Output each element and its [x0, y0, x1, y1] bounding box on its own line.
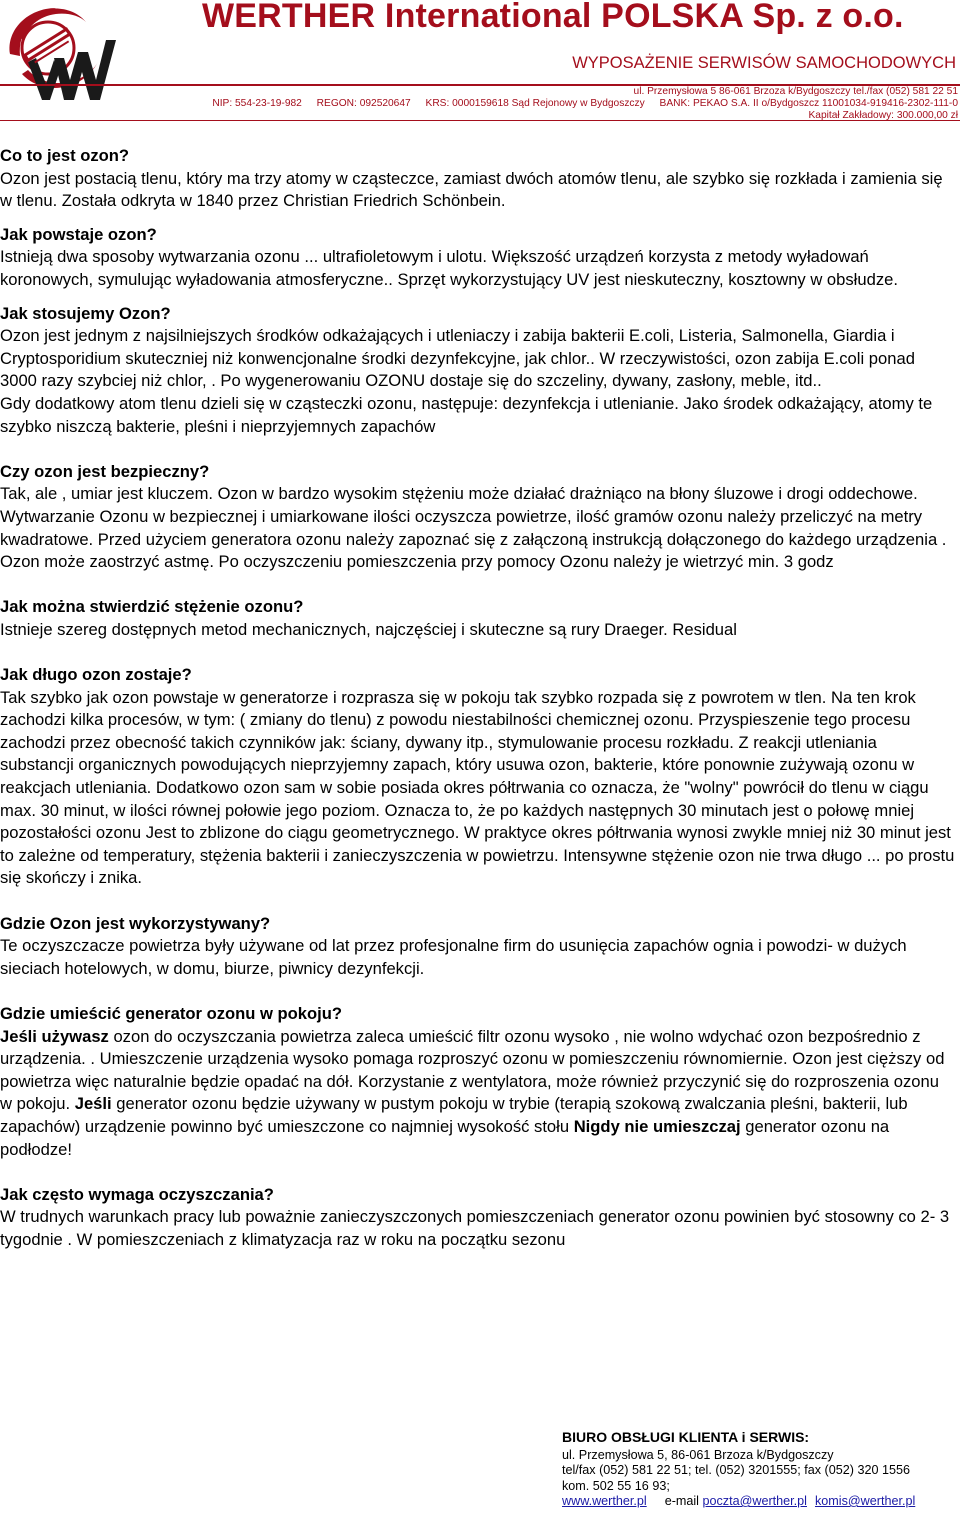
section-paragraph: Istnieje szereg dostępnych metod mechanicznych, najczęściej i skuteczne są rury Draeger. Residual [0, 619, 737, 639]
section-paragraph: Te oczyszczacze powietrza były używane od lat przez profesjonalne firm do usunięcia zapachów ognia i powodzi- w dużych sieciach hotelowych, w domu, biurze, piwnicy dezynfekcji. [0, 936, 907, 978]
footer-contact [562, 1430, 960, 1510]
werther-international-logo [2, 0, 120, 110]
section-paragraph: Istnieją dwa sposoby wytwarzania ozonu ... ultrafioletowym i ulotu. Większość urządzeń korzysta z metody wyładowań koronowych, symulując wyładowania atmosferyczne.. Sprzęt wykorzystujący UV jest nieskuteczny, kosztowny w obsłudze. [0, 247, 898, 289]
footer-phones: tel/fax (052) 581 22 51; tel. (052) 3201555; fax (052) 320 1556 [562, 1463, 910, 1477]
section-heading: Gdzie Ozon jest wykorzystywany? [0, 913, 271, 933]
footer-title: BIURO OBSŁUGI KLIENTA i SERWIS: [562, 1429, 810, 1445]
section-heading: Jak długo ozon zostaje? [0, 665, 192, 685]
emphasis: Nigdy nie umieszczaj [573, 1116, 741, 1136]
bank-account: BANK: PEKAO S.A. II o/Bydgoszcz 11001034-919416-2302-111-0 [659, 98, 958, 109]
section-paragraph: Tak, ale , umiar jest kluczem. Ozon w bardzo wysokim stężeniu może działać drażniąco na błony śluzowe i drogi oddechowe. Wytwarzanie Ozonu w bezpiecznej i umiarkowane ilości oczyszcza powietrze, ilość gramów ozonu należy przeliczyć na metry kwadratowe. Przed użyciem generatora ozonu należy zapoznać się z załączoną instrukcją dołączonego do każdego urządzenia . Ozon może zaostrzyć astmę. Po oczyszczeniu pomieszczenia przy pomocy Ozonu należy je wietrzyć min. 3 godz [0, 484, 947, 572]
email-link-poczta[interactable]: poczta@werther.pl [702, 1494, 807, 1508]
section-heading: Jak stosujemy Ozon? [0, 303, 171, 323]
share-capital: Kapitał Zakładowy: 300.000,00 zł [808, 110, 958, 121]
company-tagline: WYPOSAŻENIE SERWISÓW SAMOCHODOWYCH [572, 54, 956, 72]
footer-address: ul. Przemysłowa 5, 86-061 Brzoza k/Bydgoszczy [562, 1447, 834, 1462]
regon-number: REGON: 092520647 [316, 98, 411, 109]
section-paragraph: Ozon jest postacią tlenu, który ma trzy atomy w cząsteczce, zamiast dwóch atomów tlenu, ale szybko się rozkłada i zamienia się w tlenu. Została odkryta w 1840 przez Christian Friedrich Schönbein. [0, 168, 943, 211]
document-body [0, 145, 955, 1252]
letterhead [0, 0, 960, 130]
section-heading: Jak można stwierdzić stężenie ozonu? [0, 597, 304, 617]
text-run: generator ozonu na podłodze! [0, 1116, 890, 1159]
company-registry [212, 98, 958, 109]
section-paragraph: Tak szybko jak ozon powstaje w generatorze i rozprasza się w pokoju tak szybko rozpada się z powrotem w tlen. Na ten krok zachodzi kilka procesów, w tym: ( zmiany do tlenu) z powodu niestabilności chemicznej ozonu. Przyspieszenie tego procesu zachodzi przez obecność takich czynników jak: ściany, dywany itp., stymulowanie procesu rozkładu. Z reakcji utleniania substancji organicznych powodujących nieprzyjemny zapach, który usuwa ozon, bakterie, które ponownie zużywają ozonu w reakcjach utleniania. Dodatkowo ozon sam w sobie posiada okres półtrwania co oznacza, że "wolny" powrócił do tlenu w ciągu max. 30 minut, w ilości równej połowie jego poziom. Oznacza to, że po każdych następnych 30 minutach jest o połowę mniej pozostałości ozonu Jest to zblizone do ciągu geometrycznego. W praktyce okres półtrwania wynosi zwykle mniej niż 30 minut jest to zależne od temperatury, stężenia bakterii i zanieczyszczenia w powietrzu. Intensywne stężenie ozon nie trwa długo ... po prostu się skończy i znika. [0, 687, 955, 888]
krs-number: KRS: 0000159618 Sąd Rejonowy w Bydgoszczy [425, 98, 645, 109]
company-address: ul. Przemysłowa 5 86-061 Brzoza k/Bydgoszczy tel./fax (052) 581 22 51 [633, 86, 958, 97]
section-heading: Jak często wymaga oczyszczania? [0, 1184, 274, 1204]
section-heading: Gdzie umieścić generator ozonu w pokoju? [0, 1003, 343, 1023]
section-heading: Co to jest ozon? [0, 146, 130, 165]
emphasis: Jeśli [74, 1094, 112, 1114]
nip-number: NIP: 554-23-19-982 [212, 98, 302, 109]
section-heading: Jak powstaje ozon? [0, 224, 157, 244]
section-paragraph: Ozon jest jednym z najsilniejszych środków odkażających i utleniaczy i zabija bakterii E.coli, Listeria, Salmonella, Giardia i Cryptosporidium skuteczniej niż konwencjonalne środki dezynfekcyjne, jak chlor.. W rzeczywistości, ozon zabija E.coli ponad 3000 razy szybciej niż chlor, . Po wygenerowaniu OZONU dostaje się do szczeliny, dywany, zasłony, meble, itd.. [0, 326, 915, 391]
website-link[interactable]: www.werther.pl [562, 1494, 647, 1508]
company-name: WERTHER International POLSKA Sp. z o.o. [202, 0, 904, 35]
text-run: generator ozonu będzie używany w pustym pokoju w trybie (terapią szokową zwalczania pleśni, bakterii, lub zapachów) urządzenie powinno być umieszczone co najmniej wysokość stołu [0, 1094, 908, 1136]
emphasis: Jeśli używasz [0, 1026, 109, 1046]
section-heading: Czy ozon jest bezpieczny? [0, 461, 210, 481]
text-run: ozon do oczyszczania powietrza zaleca umieścić filtr ozonu wysoko , nie wolno wdychać ozon bezpośrednio z urządzenia. . Umieszczenie urządzenia wysoko pomaga rozproszyć ozonu w pomieszczeniu równomiernie. Ozon jest cięższy od powietrza więc naturalnie będzie opadać na dół. Korzystanie z wentylatora, może również przyczynić się do rozproszenia ozonu w pokoju. [0, 1026, 945, 1114]
section-paragraph: W trudnych warunkach pracy lub poważnie zanieczyszczonych pomieszczeniach generator ozonu powinien być stosowny co 2- 3 tygodnie . W pomieszczeniach z klimatyzacja raz w roku na początku sezonu [0, 1207, 950, 1249]
section-paragraph [0, 1026, 955, 1162]
footer-links [562, 1494, 960, 1510]
footer-mobile: kom. 502 55 16 93; [562, 1478, 670, 1493]
section-paragraph: Gdy dodatkowy atom tlenu dzieli się w cząsteczki ozonu, następuje: dezynfekcja i utlenianie. Jako środek odkażający, atomy te szybko niszczą bakterie, pleśni i nieprzyjemnych zapachów [0, 393, 933, 436]
email-label: e-mail [664, 1494, 699, 1508]
email-link-komis[interactable]: komis@werther.pl [814, 1494, 916, 1508]
